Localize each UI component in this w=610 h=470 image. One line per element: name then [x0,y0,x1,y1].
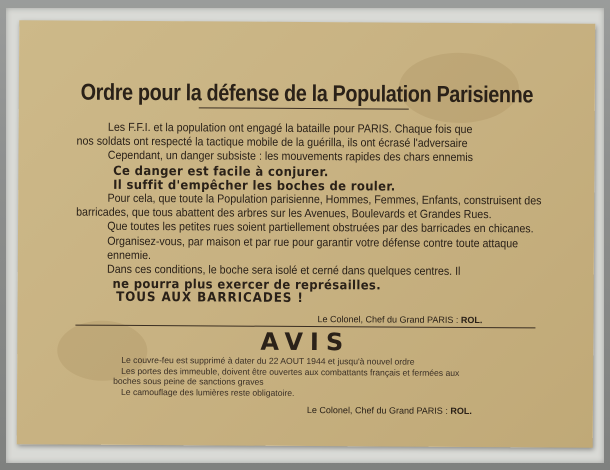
body-line: barricades, que tous abattent des arbres sur les Avenues, Boulevards et Grandes Rues. [76,205,492,222]
poster-document [17,20,596,448]
bold-line: Ce danger est facile à conjurer. [113,162,329,179]
bold-line: ne pourra plus exercer de représailles. [112,276,382,293]
avis-line: boches sous peine de sanctions graves [113,376,264,387]
body-line: Organisez-vous, par maison et par rue pour garantir votre défense contre toute attaque ennemie. [107,234,519,262]
slogan: TOUS AUX BARRICADES ! [116,290,304,307]
avis-line: Le couvre-feu est supprimé à dater du 22 AOUT 1944 et jusqu'à nouvel ordre [121,354,415,367]
poster-body [76,121,565,309]
body-line: Que toutes les petites rues soient partiellement obstruées par des barricades en chicanes. [107,220,534,236]
body-line: Pour cela, que toute la Population parisienne, Hommes, Femmes, Enfants, construisent des [107,191,542,208]
signature [317,314,482,325]
body-line: Les F.F.I. et la population ont engagé la bataille pour PARIS. Chaque fois que [107,120,473,137]
avis-signature [307,405,472,416]
signature-name: ROL. [460,314,483,326]
signature-text: Le Colonel, Chef du Grand PARIS : [317,314,459,325]
title-underline [199,107,409,109]
avis-line: Les portes des immeuble, doivent être ouvertes aux combattants français et fermées aux [121,365,460,378]
body-line: Cependant, un danger subsiste : les mouvements rapides des chars ennemis [107,149,474,165]
avis-line: Le camouflage des lumières reste obligatoire. [121,386,295,398]
avis-heading: AVIS [260,327,351,357]
body-line: Dans ces conditions, le boche sera isolé et cerné dans quelques centres. Il [107,262,461,278]
body-line: nos soldats ont respecté la tactique mobile de la guérilla, ils ont écrasé l'adversaire [76,134,468,151]
poster-title: Ordre pour la défense de la Population Parisienne [80,78,534,108]
avis-signature-text: Le Colonel, Chef du Grand PARIS : [306,405,448,416]
bold-line: Il suffit d'empêcher les boches de rouler. [113,176,396,194]
avis-body [113,355,533,400]
avis-signature-name: ROL. [450,405,472,417]
